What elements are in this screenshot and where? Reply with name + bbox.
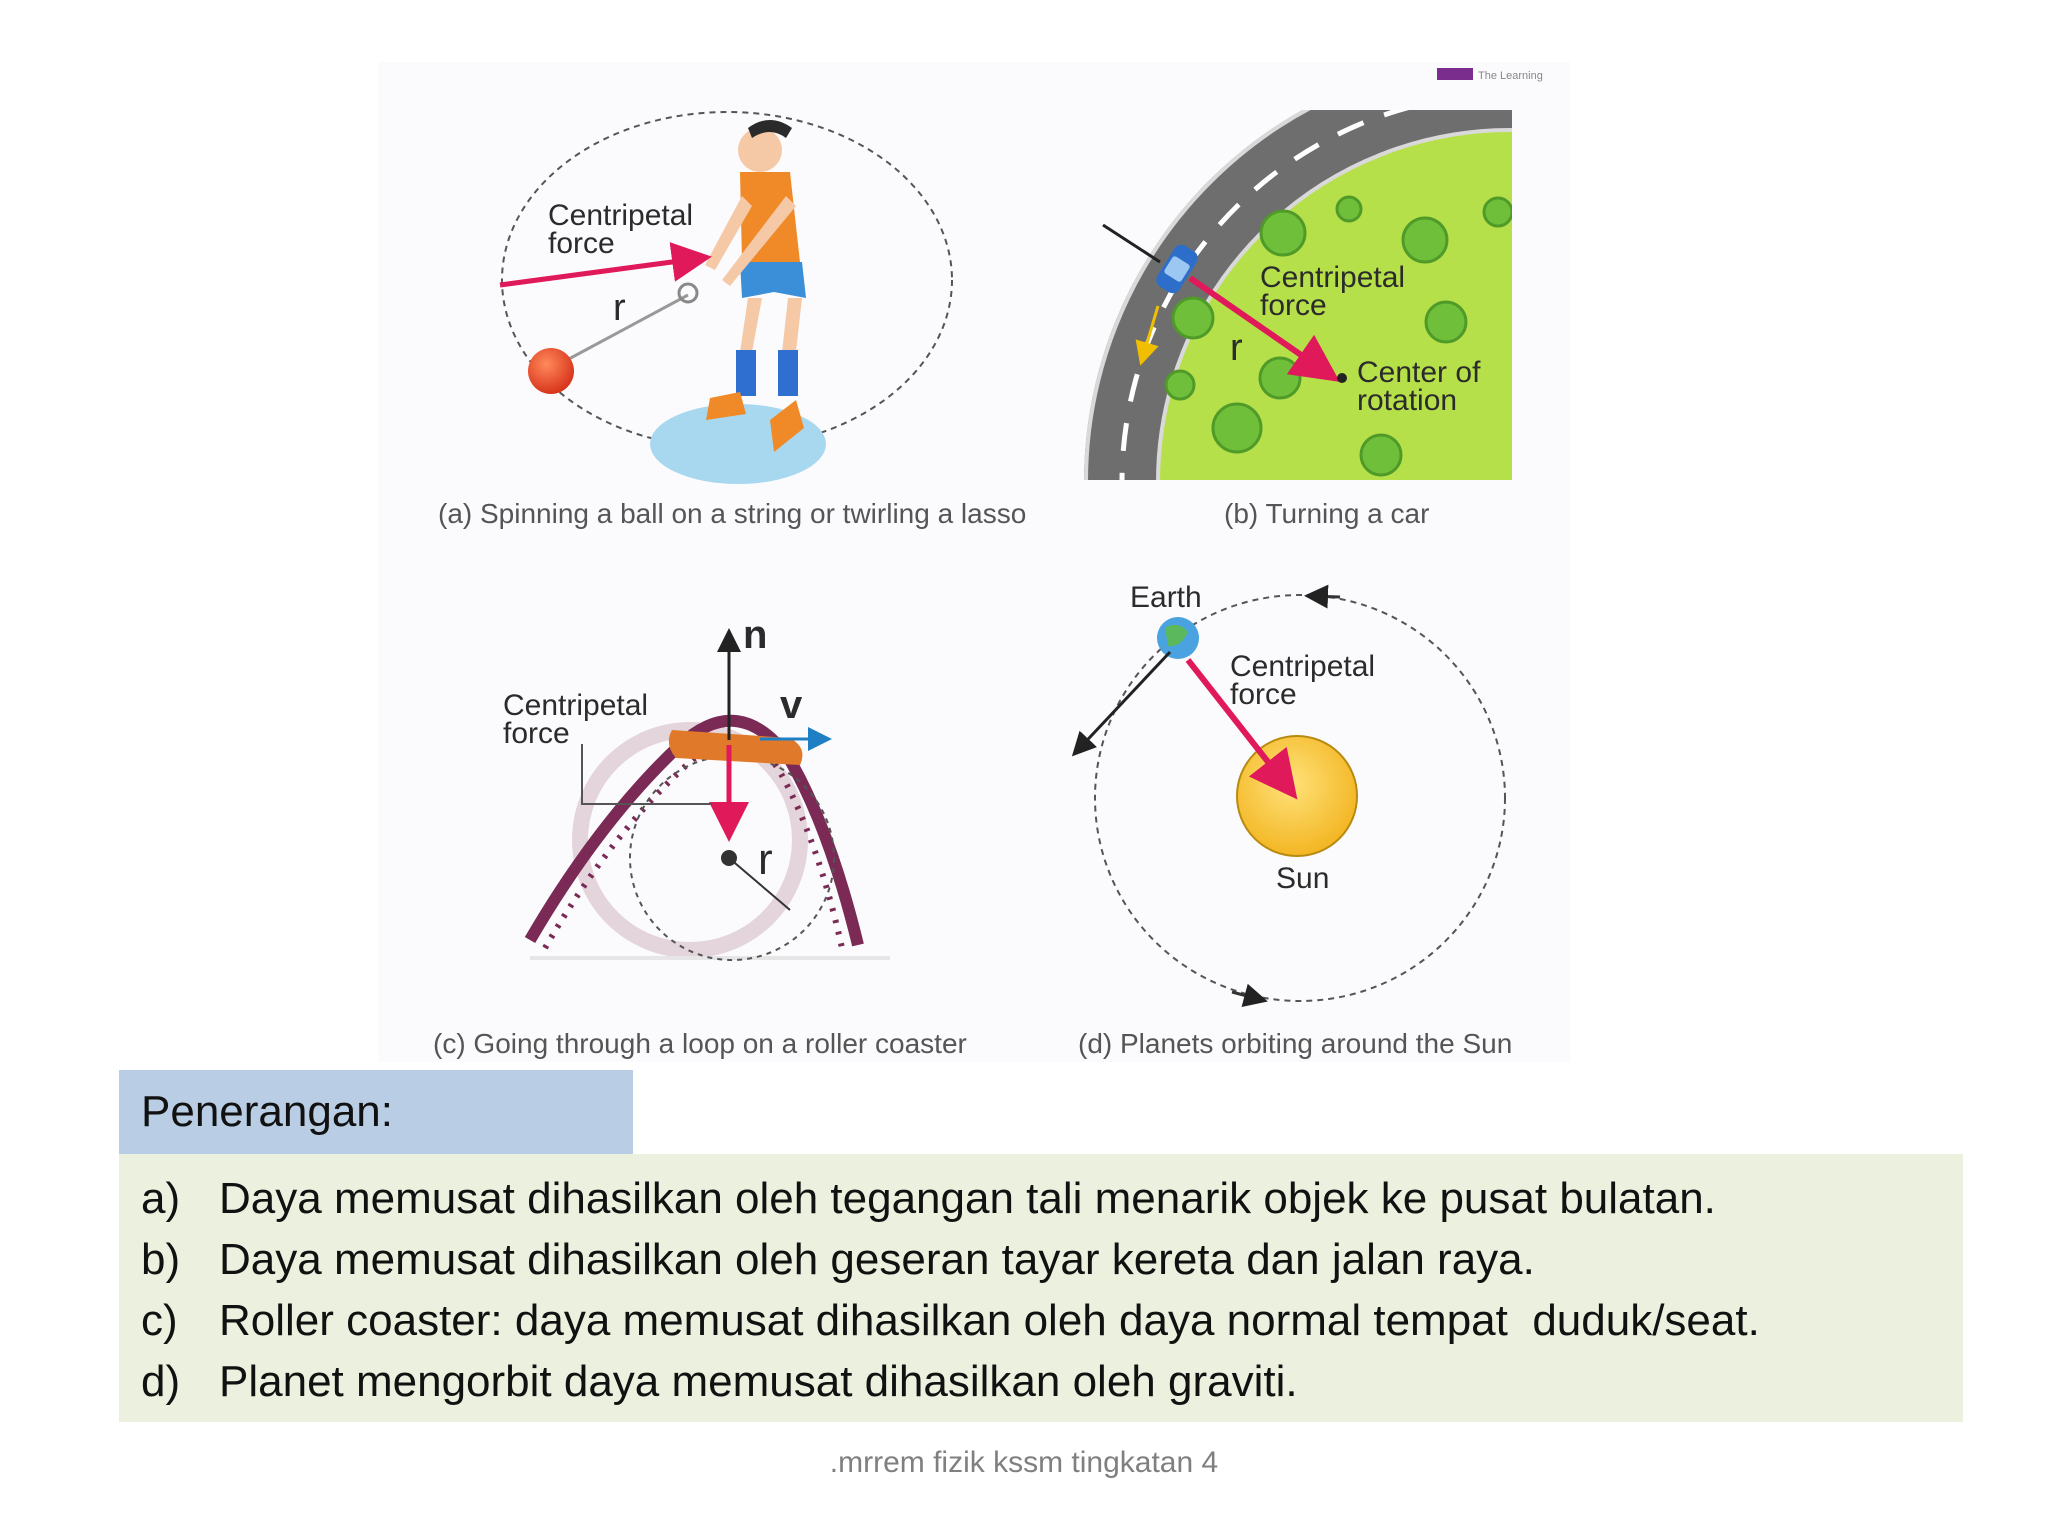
coaster-car bbox=[669, 730, 803, 765]
explanation-list bbox=[119, 1154, 1963, 1422]
label-v: v bbox=[780, 683, 803, 727]
explanation-heading bbox=[119, 1070, 633, 1154]
caption-a: (a) Spinning a ball on a string or twirling a lasso bbox=[438, 498, 1027, 529]
logo-text: The Learning bbox=[1478, 70, 1543, 82]
list-text: Roller coaster: daya memusat dihasilkan oleh daya normal tempat duduk/seat. bbox=[219, 1296, 1760, 1345]
ball bbox=[528, 348, 574, 394]
figure-d-orbit bbox=[1076, 581, 1512, 1059]
figure-c-roller-coaster bbox=[433, 613, 967, 1059]
list-item bbox=[141, 1351, 1963, 1412]
label-force-line1: Centripetal bbox=[1230, 650, 1376, 683]
label-force-line2: force bbox=[1230, 678, 1297, 711]
list-item bbox=[141, 1229, 1963, 1290]
label-center-line1: Center of bbox=[1357, 356, 1481, 389]
label-n: n bbox=[743, 613, 768, 657]
slide-footer: .mrrem fizik kssm tingkatan 4 bbox=[829, 1446, 1219, 1479]
label-sun: Sun bbox=[1276, 862, 1330, 895]
explanation-heading-text: Penerangan: bbox=[141, 1087, 393, 1136]
publisher-logo bbox=[1437, 68, 1543, 82]
list-text: Planet mengorbit daya memusat dihasilkan oleh graviti. bbox=[219, 1357, 1298, 1406]
list-marker: d) bbox=[141, 1357, 181, 1406]
caption-b: (b) Turning a car bbox=[1224, 498, 1430, 529]
figure-a-lasso bbox=[438, 112, 1026, 529]
label-force-line1: Centripetal bbox=[1260, 261, 1406, 294]
label-r: r bbox=[613, 287, 626, 329]
list-marker: c) bbox=[141, 1296, 178, 1345]
caption-d: (d) Planets orbiting around the Sun bbox=[1078, 1028, 1513, 1059]
label-force-line2: force bbox=[548, 227, 615, 260]
label-force-line2: force bbox=[503, 717, 570, 750]
label-center-line2: rotation bbox=[1357, 384, 1458, 417]
label-force-line2: force bbox=[1260, 289, 1327, 322]
label-r: r bbox=[758, 835, 773, 884]
list-text: Daya memusat dihasilkan oleh geseran tayar kereta dan jalan raya. bbox=[219, 1235, 1535, 1284]
athlete-head bbox=[738, 128, 782, 172]
label-force-line1: Centripetal bbox=[503, 689, 649, 722]
list-marker: b) bbox=[141, 1235, 181, 1284]
sun bbox=[1237, 736, 1357, 856]
list-marker: a) bbox=[141, 1174, 181, 1223]
list-item bbox=[141, 1168, 1963, 1229]
figure-b-car bbox=[1073, 56, 1936, 908]
list-item bbox=[141, 1290, 1963, 1351]
caption-c: (c) Going through a loop on a roller coaster bbox=[433, 1028, 967, 1059]
label-force-line1: Centripetal bbox=[548, 199, 694, 232]
centripetal-force-arrow bbox=[500, 258, 702, 285]
label-r: r bbox=[1230, 327, 1243, 369]
label-earth: Earth bbox=[1130, 581, 1202, 614]
list-text: Daya memusat dihasilkan oleh tegangan tali menarik objek ke pusat bulatan. bbox=[219, 1174, 1716, 1223]
